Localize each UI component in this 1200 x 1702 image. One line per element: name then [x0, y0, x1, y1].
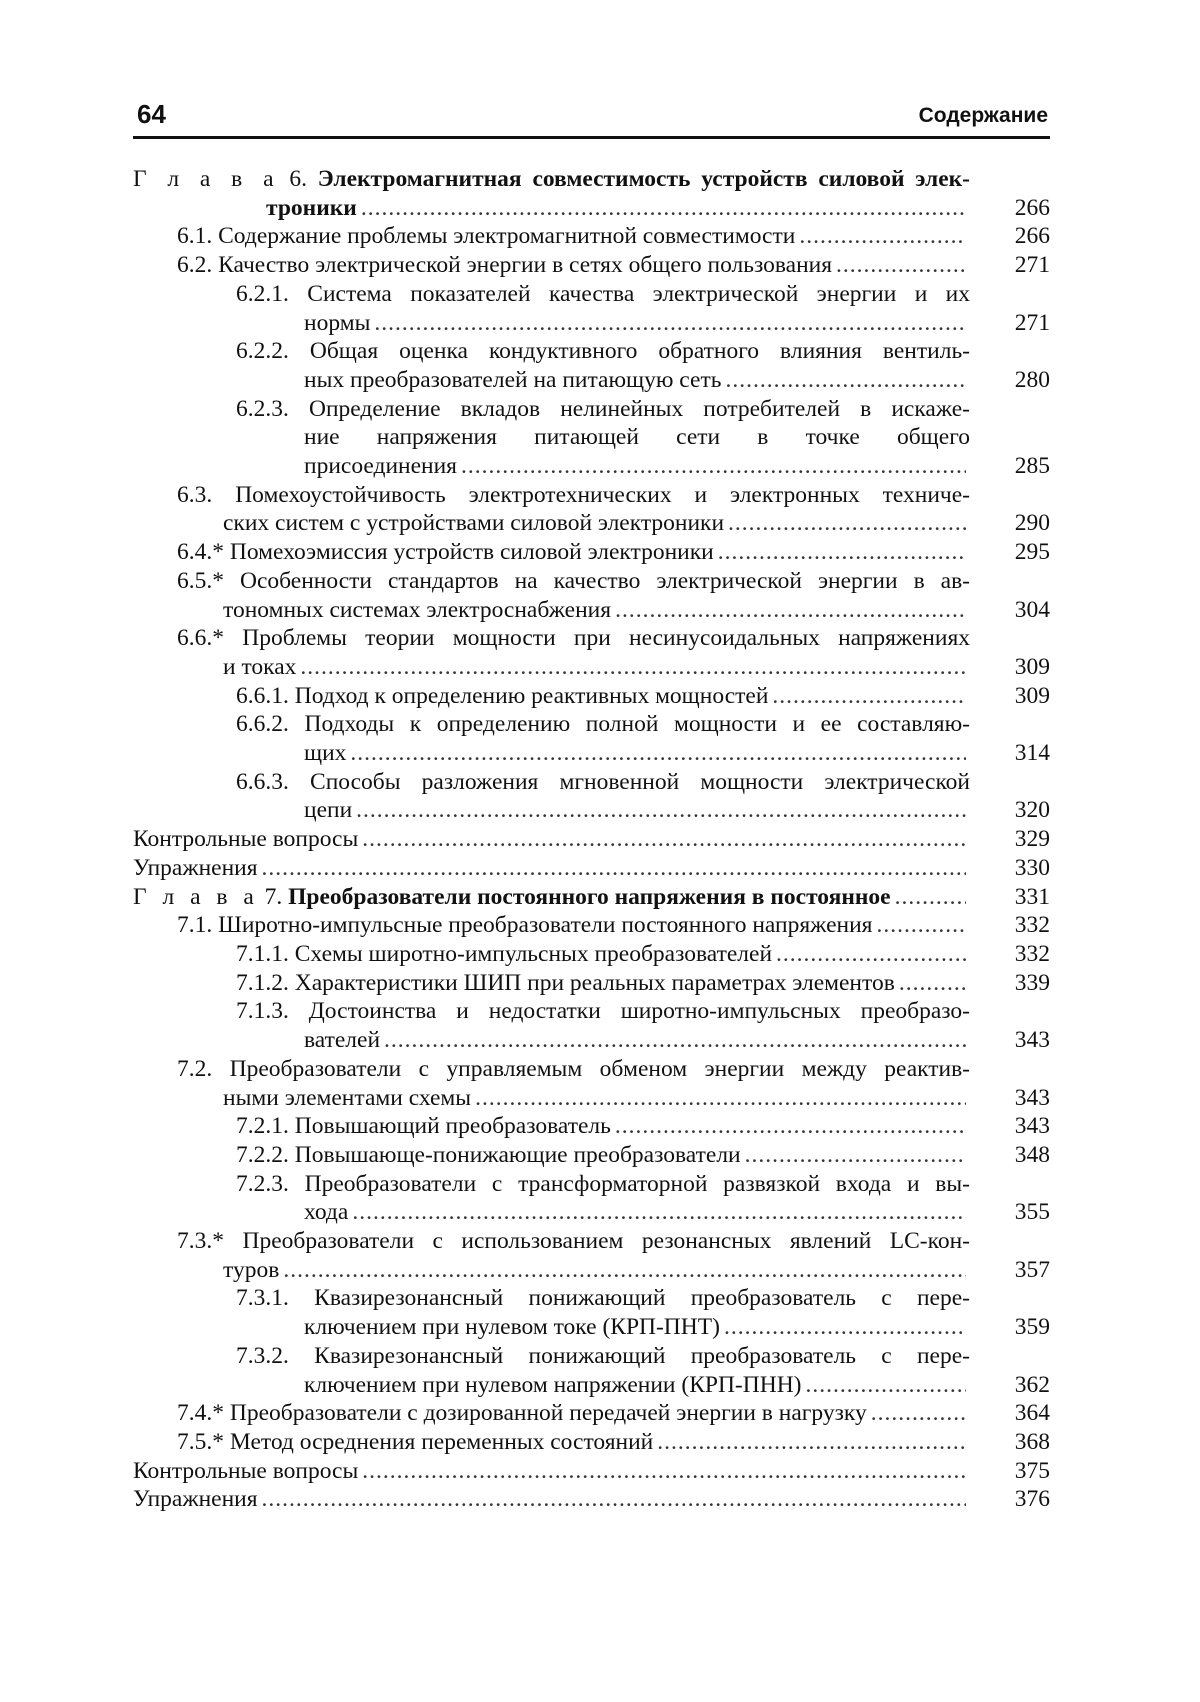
table-of-contents: [133, 165, 1050, 1514]
page-reference: 329: [1014, 826, 1050, 853]
toc-entry: [133, 911, 1050, 940]
leader-dots: [283, 1256, 966, 1285]
toc-entry-line: [177, 1055, 970, 1084]
toc-entry-title: Квазирезонансный понижающий преобразователь с пере-: [314, 1342, 970, 1369]
toc-entry-title: Способы разложения мгновенной мощности электрической: [310, 768, 970, 795]
toc-entry-line: [236, 395, 970, 424]
toc-entry-title: Помехоустойчивость электротехнических и электронных техниче-: [235, 481, 971, 508]
section-number: 7.3.2.: [236, 1342, 289, 1369]
toc-entry-line: [133, 883, 970, 912]
toc-entry-title: Преобразователи с управляемым обменом энергии между реактив-: [229, 1055, 970, 1082]
section-number: 7.2.1.: [236, 1113, 289, 1140]
toc-entry-title: щих: [304, 740, 347, 767]
page-reference: 304: [1014, 596, 1050, 623]
toc-entry: [133, 969, 1050, 998]
toc-entry: [133, 337, 1050, 394]
page-reference: 271: [1014, 309, 1050, 336]
toc-chapter-entry: [133, 165, 1050, 222]
toc-entry-title: Упражнения: [133, 1486, 258, 1513]
leader-dots: [718, 538, 966, 567]
leader-dots: [262, 1485, 966, 1514]
leader-dots: [895, 883, 966, 912]
page-reference: 320: [1014, 797, 1050, 824]
toc-entry: [133, 567, 1050, 624]
toc-entry-title: ключением при нулевом токе (КРП-ПНТ): [304, 1314, 720, 1341]
toc-entry: [133, 538, 1050, 567]
toc-entry: [133, 1457, 1050, 1486]
toc-entry-line: [236, 997, 970, 1026]
leader-dots: [350, 739, 966, 768]
page-number: 64: [137, 99, 166, 129]
section-number: 6.6.1.: [236, 682, 289, 709]
leader-dots: [871, 1399, 966, 1428]
toc-chapter-entry: [133, 883, 1050, 912]
toc-entry-line: [236, 1141, 970, 1170]
toc-entry-title: троники: [266, 194, 357, 221]
page-reference: 280: [1014, 366, 1050, 393]
toc-entry-title: Подходы к определению полной мощности и ее составляю-: [304, 711, 970, 738]
toc-entry: [133, 710, 1050, 767]
toc-entry-line: [236, 1198, 970, 1227]
page-reference: 376: [1014, 1486, 1050, 1513]
toc-entry-title: Упражнения: [133, 854, 258, 881]
leader-dots: [615, 596, 966, 625]
section-number: 7.3.1.: [236, 1285, 289, 1312]
toc-entry-line: [236, 969, 970, 998]
toc-entry-title: Квазирезонансный понижающий преобразователь с пере-: [314, 1285, 970, 1312]
page-reference: 348: [1014, 1141, 1050, 1168]
toc-entry-line: [236, 337, 970, 366]
page-reference: 295: [1014, 539, 1050, 566]
toc-entry-title: Характеристики ШИП при реальных параметрах элементов: [294, 969, 895, 996]
toc-entry-line: [177, 1084, 970, 1113]
toc-entry-title: Повышающе-понижающие преобразователи: [294, 1141, 741, 1168]
leader-dots: [356, 796, 966, 825]
section-number: 6.2.3.: [236, 395, 289, 422]
toc-entry: [133, 280, 1050, 337]
page-reference: 343: [1014, 1084, 1050, 1111]
toc-entry-title: Повышающий преобразователь: [294, 1113, 611, 1140]
toc-entry-line: [133, 194, 970, 223]
toc-entry: [133, 1485, 1050, 1514]
section-number: 7.2.: [177, 1055, 213, 1082]
page-reference: 266: [1014, 223, 1050, 250]
toc-entry-line: [177, 1227, 970, 1256]
toc-entry-line: [236, 280, 970, 309]
leader-dots: [475, 1084, 966, 1113]
section-number: 7.4.*: [177, 1400, 224, 1427]
toc-entry: [133, 940, 1050, 969]
toc-entry: [133, 825, 1050, 854]
toc-entry-title: Проблемы теории мощности при несинусоидальных напряжениях: [242, 625, 971, 652]
toc-entry: [133, 481, 1050, 538]
leader-dots: [724, 1313, 966, 1342]
toc-entry-line: [177, 624, 970, 653]
toc-entry-title: цепи: [304, 797, 353, 824]
toc-entry-title: Качество электрической энергии в сетях общего пользования: [218, 252, 833, 279]
leader-dots: [374, 309, 966, 338]
toc-entry-title: Контрольные вопросы: [133, 1457, 359, 1484]
chapter-label: Г л а в а: [133, 883, 259, 910]
page-reference: 266: [1014, 194, 1050, 221]
toc-entry-line: [236, 710, 970, 739]
toc-entry: [133, 1112, 1050, 1141]
toc-entry: [133, 251, 1050, 280]
section-number: 7.1.: [177, 912, 213, 939]
toc-entry-title: ных преобразователей на питающую сеть: [304, 366, 722, 393]
page-reference: 332: [1014, 940, 1050, 967]
toc-entry-title: Содержание проблемы электромагнитной совместимости: [218, 223, 796, 250]
page-reference: 285: [1014, 453, 1050, 480]
toc-entry-title: Преобразователи с использованием резонансных явлений LC-кон-: [242, 1228, 970, 1255]
toc-entry-title: ние напряжения питающей сети в точке общего: [304, 424, 970, 451]
page-reference: 271: [1014, 252, 1050, 279]
toc-entry-title: Достоинства и недостатки широтно-импульсных преобразо-: [308, 998, 970, 1025]
section-number: 7.3.*: [177, 1228, 224, 1255]
section-number: 7.5.*: [177, 1428, 224, 1455]
toc-entry-line: [236, 423, 970, 452]
section-number: 6.4.*: [177, 539, 224, 566]
toc-entry-line: [177, 481, 970, 510]
leader-dots: [899, 969, 966, 998]
toc-entry: [133, 1055, 1050, 1112]
toc-entry-line: [236, 366, 970, 395]
toc-entry-line: [236, 940, 970, 969]
section-number: 6.1.: [177, 223, 213, 250]
toc-entry-line: [177, 1428, 970, 1457]
section-number: 7.2.2.: [236, 1141, 289, 1168]
leader-dots: [876, 911, 966, 940]
leader-dots: [725, 366, 966, 395]
section-number: 7.1.2.: [236, 969, 289, 996]
toc-entry-line: [236, 309, 970, 338]
toc-entry-title: Система показателей качества электрической энергии и их: [307, 280, 971, 307]
toc-entry-line: [133, 854, 970, 883]
page-reference: 309: [1014, 653, 1050, 680]
toc-entry-line: [236, 1026, 970, 1055]
page-reference: 330: [1014, 854, 1050, 881]
page-reference: 357: [1014, 1256, 1050, 1283]
leader-dots: [461, 452, 966, 481]
page-reference: 368: [1014, 1428, 1050, 1455]
chapter-number: 7.: [264, 883, 283, 910]
toc-entry-line: [133, 1457, 970, 1486]
toc-entry: [133, 997, 1050, 1054]
leader-dots: [300, 653, 966, 682]
section-number: 6.6.*: [177, 625, 224, 652]
toc-entry-line: [177, 567, 970, 596]
section-number: 7.1.3.: [236, 998, 289, 1025]
leader-dots: [799, 222, 966, 251]
toc-entry-title: Преобразователи с трансформаторной развязкой входа и вы-: [304, 1170, 970, 1197]
toc-entry: [133, 854, 1050, 883]
toc-entry-line: [177, 911, 970, 940]
page-reference: 343: [1014, 1113, 1050, 1140]
toc-entry-title: Особенности стандартов на качество электрической энергии в ав-: [240, 567, 971, 594]
toc-entry: [133, 1141, 1050, 1170]
leader-dots: [361, 194, 966, 223]
section-number: 6.2.2.: [236, 338, 289, 365]
page-header: [133, 98, 1050, 139]
toc-entry-title: Подход к определению реактивных мощностей: [294, 682, 769, 709]
toc-entry: [133, 768, 1050, 825]
toc-entry-line: [177, 653, 970, 682]
toc-entry-line: [236, 1342, 970, 1371]
toc-entry-line: [133, 825, 970, 854]
leader-dots: [362, 825, 966, 854]
section-number: 7.1.1.: [236, 940, 289, 967]
toc-entry-line: [236, 768, 970, 797]
page-reference: 332: [1014, 912, 1050, 939]
page-reference: 364: [1014, 1400, 1050, 1427]
toc-entry: [133, 1284, 1050, 1341]
toc-entry-line: [236, 796, 970, 825]
section-number: 6.6.2.: [236, 711, 289, 738]
page-reference: 314: [1014, 740, 1050, 767]
leader-dots: [836, 251, 966, 280]
leader-dots: [657, 1428, 966, 1457]
toc-entry-title: туров: [223, 1256, 280, 1283]
section-number: 6.2.: [177, 252, 213, 279]
leader-dots: [772, 682, 966, 711]
toc-entry-line: [133, 165, 970, 194]
toc-entry-title: Контрольные вопросы: [133, 826, 359, 853]
toc-entry-line: [177, 509, 970, 538]
page-reference: 362: [1014, 1371, 1050, 1398]
section-number: 7.2.3.: [236, 1170, 289, 1197]
toc-entry-line: [177, 1399, 970, 1428]
page-reference: 309: [1014, 682, 1050, 709]
section-number: 6.3.: [177, 481, 213, 508]
toc-entry-line: [236, 452, 970, 481]
toc-entry-line: [236, 1284, 970, 1313]
toc-entry-title: Схемы широтно-импульсных преобразователей: [294, 940, 773, 967]
toc-entry-title: хода: [304, 1199, 349, 1226]
toc-entry: [133, 1170, 1050, 1227]
toc-entry-line: [236, 739, 970, 768]
leader-dots: [776, 940, 966, 969]
toc-entry-title: Общая оценка кондуктивного обратного влияния вентиль-: [309, 338, 970, 365]
toc-entry: [133, 624, 1050, 681]
section-number: 6.2.1.: [236, 280, 289, 307]
toc-entry-title: тономных системах электроснабжения: [223, 596, 612, 623]
leader-dots: [806, 1371, 967, 1400]
toc-entry: [133, 395, 1050, 481]
section-number: 6.5.*: [177, 567, 224, 594]
toc-entry-line: [133, 1485, 970, 1514]
leader-dots: [728, 509, 966, 538]
toc-entry: [133, 222, 1050, 251]
leader-dots: [352, 1198, 966, 1227]
page-reference: 339: [1014, 969, 1050, 996]
toc-entry: [133, 1227, 1050, 1284]
chapter-label: Г л а в а: [133, 166, 279, 192]
toc-entry-title: ских систем с устройствами силовой электроники: [223, 510, 725, 537]
toc-entry-title: нормы: [304, 309, 371, 336]
page-reference: 359: [1014, 1314, 1050, 1341]
toc-entry-line: [236, 682, 970, 711]
toc-entry-line: [236, 1313, 970, 1342]
toc-entry-line: [177, 251, 970, 280]
leader-dots: [362, 1457, 966, 1486]
leader-dots: [745, 1141, 966, 1170]
toc-entry-title: ными элементами схемы: [223, 1084, 472, 1111]
toc-entry-title: Метод осреднения переменных состояний: [229, 1428, 654, 1455]
toc-entry-title: и токах: [223, 653, 297, 680]
toc-entry-line: [236, 1112, 970, 1141]
toc-entry-title: Определение вкладов нелинейных потребителей в искаже-: [308, 395, 971, 422]
toc-entry-title: ключением при нулевом напряжении (КРП-ПНН): [304, 1371, 802, 1398]
toc-entry-title: присоединения: [304, 453, 457, 480]
toc-entry: [133, 1428, 1050, 1457]
toc-entry-line: [177, 1256, 970, 1285]
toc-entry: [133, 1342, 1050, 1399]
section-number: 6.6.3.: [236, 768, 289, 795]
leader-dots: [262, 854, 966, 883]
page-reference: 375: [1014, 1457, 1050, 1484]
page-reference: 331: [1014, 883, 1050, 910]
chapter-number: 6.: [289, 166, 307, 192]
toc-entry-title: вателей: [304, 1027, 381, 1054]
toc-entry-line: [177, 596, 970, 625]
running-head: Содержание: [918, 104, 1048, 127]
page-reference: 355: [1014, 1199, 1050, 1226]
toc-entry-line: [236, 1170, 970, 1199]
toc-entry-title: Электромагнитная совместимость устройств силовой элек-: [317, 166, 971, 192]
toc-entry-line: [177, 538, 970, 567]
toc-entry: [133, 1399, 1050, 1428]
toc-entry-title: Преобразователи с дозированной передачей энергии в нагрузку: [229, 1400, 867, 1427]
page-reference: 290: [1014, 510, 1050, 537]
leader-dots: [384, 1026, 966, 1055]
page-reference: 343: [1014, 1027, 1050, 1054]
toc-entry-line: [236, 1371, 970, 1400]
toc-entry-line: [177, 222, 970, 251]
toc-entry-title: Помехоэмиссия устройств силовой электроники: [229, 539, 714, 566]
leader-dots: [615, 1112, 966, 1141]
toc-entry-title: Широтно-импульсные преобразователи постоянного напряжения: [218, 912, 873, 939]
toc-entry-title: Преобразователи постоянного напряжения в постоянное: [288, 883, 891, 910]
toc-entry: [133, 682, 1050, 711]
